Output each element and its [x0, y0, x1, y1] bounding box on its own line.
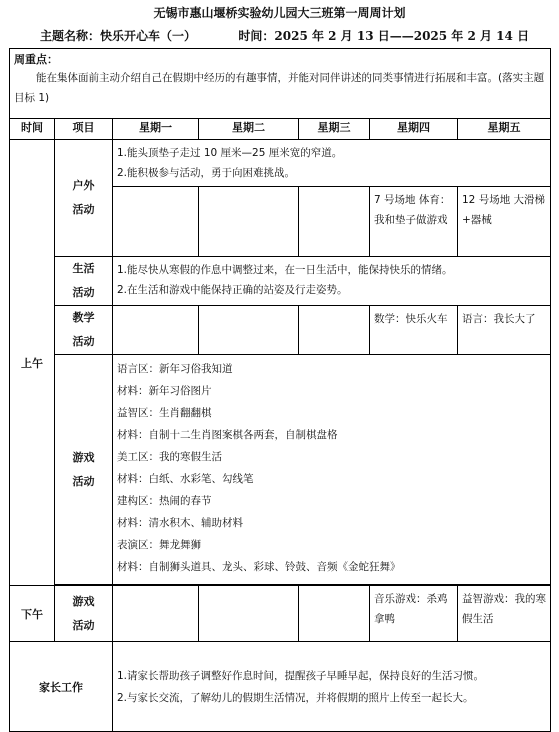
header-time: 时间 [10, 119, 55, 140]
game-line: 材料：自制十二生肖图案棋各两套，自制棋盘格 [117, 429, 338, 441]
teaching-tuesday [199, 306, 299, 355]
teaching-label: 教学 活动 [55, 306, 113, 355]
theme-name: 主题名称：快乐开心车（一） [40, 29, 197, 43]
outdoor-tuesday [199, 187, 299, 257]
afternoon-friday: 益智游戏：我的寒假生活 [458, 586, 551, 642]
parents-work [113, 642, 551, 732]
header-tuesday: 星期二 [199, 119, 299, 140]
outdoor-goal-2: 2.能积极参与活动，勇于向困难挑战。 [117, 167, 296, 179]
game-line: 材料：自制狮头道具、龙头、彩球、铃鼓、音频《金蛇狂舞》 [117, 561, 401, 573]
header-thursday: 星期四 [370, 119, 458, 140]
afternoon-label: 下午 [10, 586, 55, 642]
teaching-wednesday [299, 306, 370, 355]
outdoor-wednesday [299, 187, 370, 257]
parents-line-1: 1.请家长帮助孩子调整好作息时间，提醒孩子早睡早起，保持良好的生活习惯。 [117, 669, 485, 682]
header-monday: 星期一 [113, 119, 199, 140]
theme-time: 时间：2025 年 2 月 13 日——2025 年 2 月 14 日 [238, 29, 530, 43]
afternoon-wednesday [299, 586, 370, 642]
teaching-friday: 语言：我长大了 [458, 306, 551, 355]
game-line: 材料：白纸、水彩笔、勾线笔 [117, 473, 254, 485]
game-line: 建构区：热闹的春节 [117, 495, 212, 507]
weekly-plan-table [9, 48, 551, 732]
header-friday: 星期五 [458, 119, 551, 140]
afternoon-thursday: 音乐游戏：杀鸡拿鸭 [370, 586, 458, 642]
afternoon-tuesday [199, 586, 299, 642]
teaching-thursday: 数学：快乐火车 [370, 306, 458, 355]
life-goal-1: 1.能尽快从寒假的作息中调整过来，在一日生活中，能保持快乐的情绪。 [117, 264, 453, 276]
life-label: 生活 活动 [55, 257, 113, 306]
outdoor-label: 户外 活动 [55, 140, 113, 257]
game-label: 游戏 活动 [55, 355, 113, 585]
outdoor-friday: 12 号场地 大滑梯+器械 [458, 187, 551, 257]
game-line: 材料：清水积木、辅助材料 [117, 517, 243, 529]
life-goals [113, 257, 551, 306]
outdoor-monday [113, 187, 199, 257]
week-focus-cell [10, 49, 551, 119]
game-line: 表演区：舞龙舞狮 [117, 539, 201, 551]
game-line: 美工区：我的寒假生活 [117, 451, 222, 463]
week-focus-text: 能在集体面前主动介绍自己在假期中经历的有趣事情，并能对同伴讲述的同类事情进行拓展和丰富。(落实主题目标 1) [14, 72, 545, 104]
parents-line-2: 2.与家长交流，了解幼儿的假期生活情况，并将假期的照片上传至一起长大。 [117, 691, 474, 704]
game-line: 益智区：生肖翻翻棋 [117, 407, 212, 419]
outdoor-goal-1: 1.能头顶垫子走过 10 厘米—25 厘米宽的窄道。 [117, 147, 343, 159]
page-title: 无锡市惠山堰桥实验幼儿园大三班第一周周计划 [153, 6, 406, 20]
header-wednesday: 星期三 [299, 119, 370, 140]
afternoon-game-label: 游戏 活动 [55, 586, 113, 642]
outdoor-goals [113, 140, 551, 187]
game-areas [113, 355, 551, 585]
header-item: 项目 [55, 119, 113, 140]
parents-label: 家长工作 [10, 642, 113, 732]
outdoor-thursday: 7 号场地 体育：我和垫子做游戏 [370, 187, 458, 257]
theme-line [40, 27, 529, 44]
game-line: 材料：新年习俗图片 [117, 385, 212, 397]
teaching-monday [113, 306, 199, 355]
morning-label: 上午 [10, 140, 55, 586]
game-line: 语言区：新年习俗我知道 [117, 363, 233, 375]
afternoon-monday [113, 586, 199, 642]
life-goal-2: 2.在生活和游戏中能保持正确的站姿及行走姿势。 [117, 284, 348, 296]
week-focus-heading: 周重点： [14, 53, 58, 66]
